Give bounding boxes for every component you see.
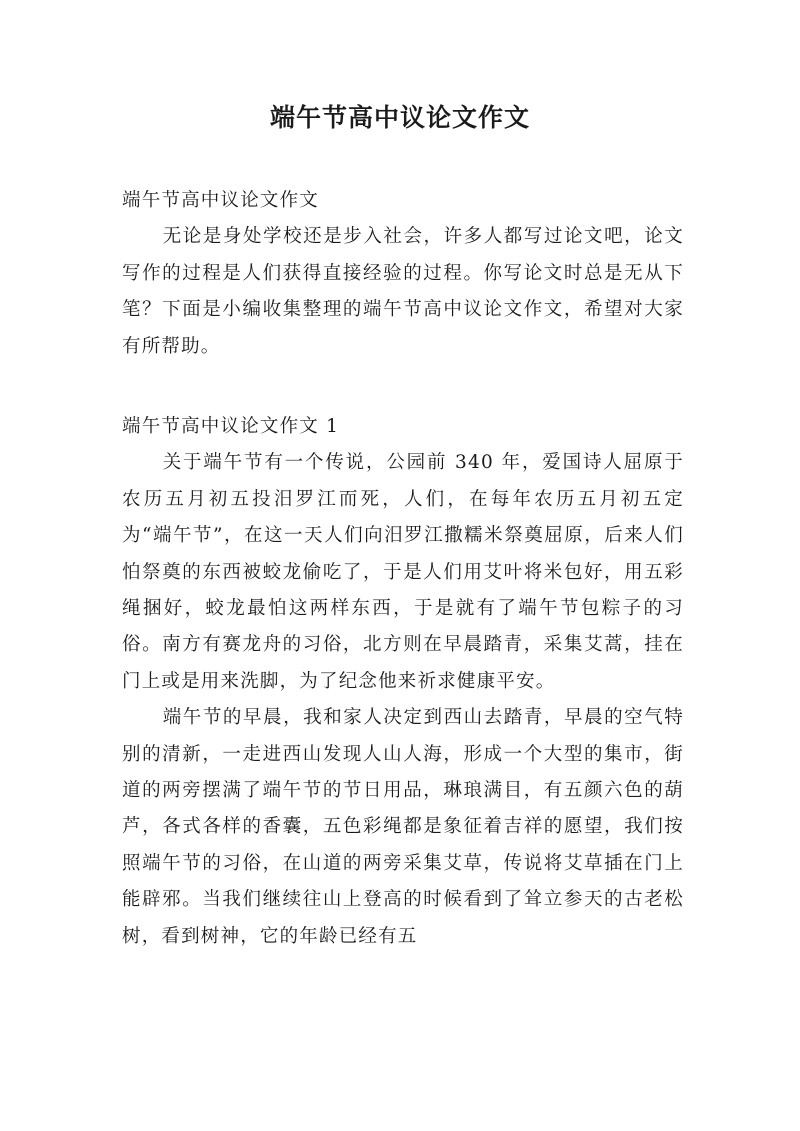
intro-paragraph: 无论是身处学校还是步入社会，许多人都写过论文吧，论文写作的过程是人们获得直接经验的过程。你写论文时总是无从下笔？下面是小编收集整理的端午节高中议论文作文，希望对大家有所帮助。 [122,226,684,357]
essay-1-section [122,409,684,955]
essay-1-paragraph-2: 端午节的早晨，我和家人决定到西山去踏青，早晨的空气特别的清新，一走进西山发现人山人海，形成一个大型的集市，街道的两旁摆满了端午节的节日用品，琳琅满目，有五颜六色的葫芦，各式各样的香囊，五色彩绳都是象征着吉祥的愿望，我们按照端午节的习俗，在山道的两旁采集艾草，传说将艾草插在门上能辟邪。当我们继续往山上登高的时候看到了耸立参天的古老松树，看到树神，它的年龄已经有五 [122,707,684,947]
intro-heading: 端午节高中议论文作文 [122,190,320,211]
essay-1-heading: 端午节高中议论文作文 1 [122,416,340,437]
document-title: 端午节高中议论文作文 [269,103,530,132]
intro-section [122,183,684,365]
essay-1-paragraph-1: 关于端午节有一个传说，公园前 340 年，爱国诗人屈原于农历五月初五投汨罗江而死，人们，在每年农历五月初五定为“端午节”，在这一天人们向汨罗江撒糯米祭奠屈原，后来人们怕祭奠的东西被蛟龙偷吃了，于是人们用艾叶将米包好，用五彩绳捆好，蛟龙最怕这两样东西，于是就有了端午节包粽子的习俗。南方有赛龙舟的习俗，北方则在早晨踏青，采集艾蒿，挂在门上或是用来洗脚，为了纪念他来祈求健康平安。 [122,452,684,692]
